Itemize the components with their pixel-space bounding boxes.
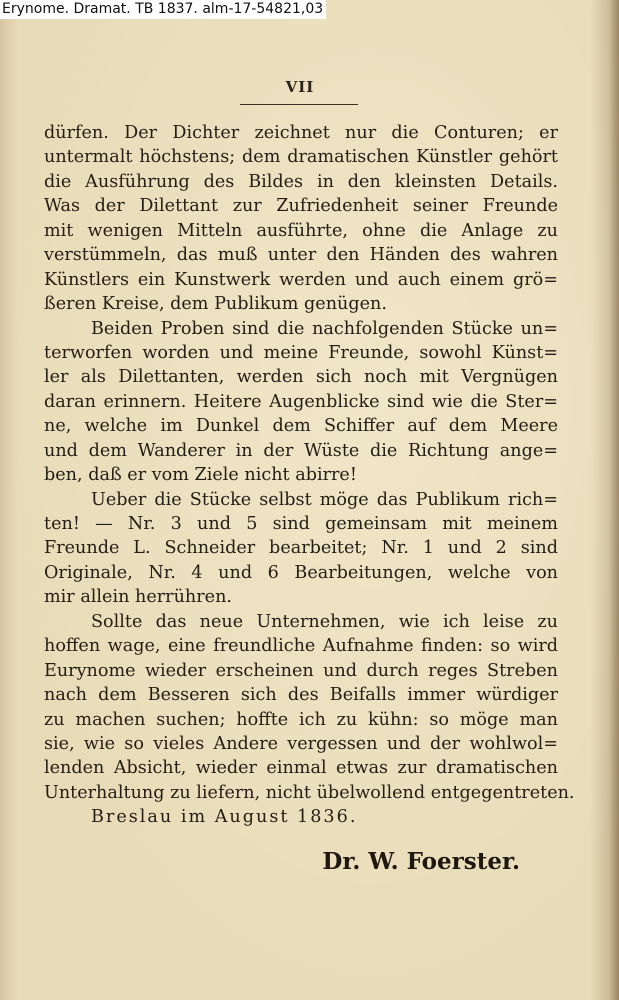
image-label: Erynome. Dramat. TB 1837. alm-17-54821,03 (0, 0, 326, 19)
text-line: untermalt höchstens; dem dramatischen Künstler gehört (44, 147, 558, 168)
text-line: dürfen. Der Dichter zeichnet nur die Conturen; er (44, 123, 558, 143)
text-line: Was der Dilettant zur Zufriedenheit seiner Freunde (44, 196, 558, 217)
text-line: zu machen suchen; hoffte ich zu kühn: so möge man (44, 709, 558, 730)
text-line: Ueber die Stücke selbst möge das Publikum rich= (91, 489, 558, 510)
text-line: ben, daß er vom Ziele nicht abirre! (44, 465, 357, 486)
text-line: Eurynome wieder erscheinen und durch reges Streben (44, 660, 558, 681)
signature: Dr. W. Foerster. (322, 848, 520, 875)
text-line: mir allein herrühren. (44, 587, 232, 608)
text-line: terworfen worden und meine Freunde, sowohl Künst= (44, 342, 558, 363)
text-line: ten! — Nr. 3 und 5 sind gemeinsam mit meinem (44, 514, 558, 534)
text-body (44, 121, 575, 830)
text-line: hoffen wage, eine freundliche Aufnahme finden: so wird (44, 636, 558, 657)
text-line: lenden Absicht, wieder einmal etwas zur dramatischen (44, 758, 558, 779)
page-number: VII (285, 78, 315, 96)
text-line: mit wenigen Mitteln ausführte, ohne die Anlage zu (44, 220, 558, 241)
text-line: Sollte das neue Unternehmen, wie ich leise zu (91, 611, 558, 632)
text-line: und dem Wanderer in der Wüste die Richtung ange= (44, 440, 558, 461)
text-line: daran erinnern. Heitere Augenblicke sind wie die Ster= (44, 391, 558, 412)
text-line: Originale, Nr. 4 und 6 Bearbeitungen, welche von (44, 562, 558, 583)
text-line: Beiden Proben sind die nachfolgenden Stücke un= (91, 318, 558, 339)
header-rule (240, 104, 358, 105)
text-line: Freunde L. Schneider bearbeitet; Nr. 1 und 2 sind (44, 538, 558, 559)
text-line: sie, wie so vieles Andere vergessen und der wohlwol= (44, 733, 558, 754)
text-line: ler als Dilettanten, werden sich noch mit Vergnügen (44, 367, 558, 388)
page-edge-shadow (609, 0, 619, 1000)
text-line: verstümmeln, das muß unter den Händen des wahren (44, 245, 558, 266)
dateline: Breslau im August 1836. (91, 807, 358, 828)
text-line: Unterhaltung zu liefern, nicht übelwollend entgegentreten. (44, 782, 575, 803)
text-line: nach dem Besseren sich des Beifalls immer würdiger (44, 685, 558, 706)
text-line: Künstlers ein Kunstwerk werden und auch einem grö= (44, 269, 558, 290)
text-line: ne, welche im Dunkel dem Schiffer auf dem Meere (44, 416, 558, 437)
text-line: ßeren Kreise, dem Publikum genügen. (44, 294, 387, 315)
text-line: die Ausführung des Bildes in den kleinsten Details. (44, 171, 558, 192)
